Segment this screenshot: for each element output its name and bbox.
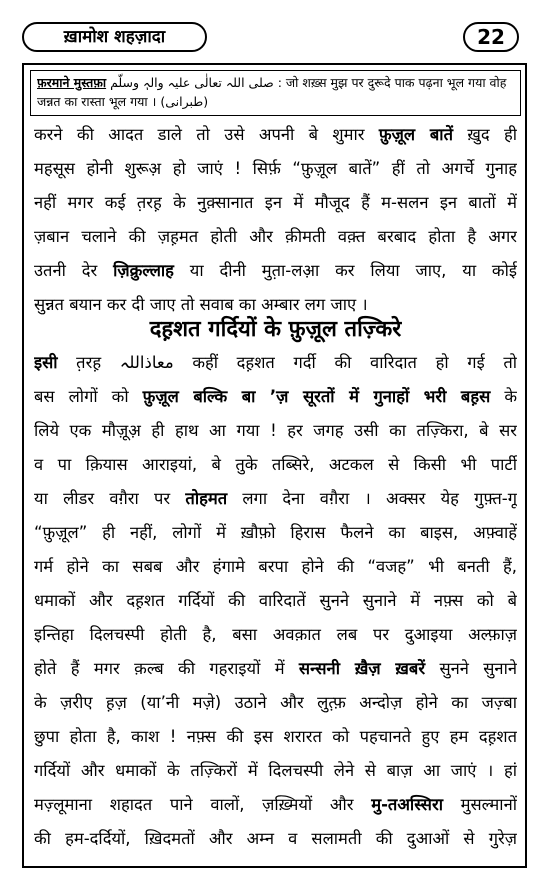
text-line <box>34 380 517 414</box>
text-span: होते हैं मगर क़ल्ब की गहराइयों में <box>34 659 299 678</box>
section-heading: दह़शत गर्दियों के फ़ुज़ूल तज़्किरे <box>149 317 402 342</box>
text-span: ख़ुद ही <box>452 125 517 144</box>
text-span: करने की आदत डाले तो उसे अपनी बे शुमार <box>34 125 379 144</box>
text-line <box>34 254 517 288</box>
text-span: बस लोगों को <box>34 387 143 406</box>
text-line: “फ़ुज़ूल” ही नहीं, लोगों में ख़ौफ़ो हिरास फैलने का बाइस, अफ़्वाहें <box>34 523 517 542</box>
hadith-source: (طبرانی) <box>160 94 209 109</box>
text-line <box>34 788 517 822</box>
text-span: या दीनी मुत़ा-लआ़ कर लिया जाए, या कोई <box>173 261 517 280</box>
hadith-text-2: जन्नत का रास्ता भूल गया । <box>37 94 157 109</box>
bold-text: मु-तअस्सिरा <box>371 795 443 814</box>
text-line <box>34 482 517 516</box>
hadith-text-1: : जो शख़्स मुझ पर दुरूदे पाक पढ़ना भूल गया वोह <box>277 75 507 90</box>
text-span: लगा देना वग़ैरा । अक्सर येह गुफ़्त-गू <box>227 489 517 508</box>
text-span: सुनने सुनाने <box>425 659 517 678</box>
text-span: के <box>490 387 517 406</box>
text-line: नहीं मगर कई त़रह़ के नुक़्सानात इन में मौजूद हैं म-सलन इन बातों में <box>34 193 517 212</box>
hadith-line-2 <box>37 92 514 111</box>
text-line <box>34 652 517 686</box>
bold-text: तोहमत <box>185 489 228 508</box>
text-span: मुसल्मानों <box>442 795 517 814</box>
text-line: व पा क़ियास आराइयां, बे तुके तब्सिरे, अटकल से किसी भी पार्टी <box>34 455 517 474</box>
hadith-box <box>30 70 521 116</box>
paragraph-1 <box>34 118 517 322</box>
text-line: गर्दियों और धमाकों के तज़्किरों में दिलचस्पी लेने से बाज़ आ जाएं । हां <box>34 761 517 780</box>
page-number: 22 <box>463 22 519 52</box>
text-line: लिये एक मौज़ूअ़ ही हाथ आ गया ! हर जगह उसी का तज़्किरा, बे सर <box>34 421 517 440</box>
salutation-arabic: صلی اللہ تعالٰی علیہ والہٖ وسلّم <box>110 75 274 90</box>
text-line <box>34 346 517 380</box>
bold-text: सन्सनी ख़ैज़ ख़बरें <box>298 659 426 678</box>
text-line: की हम-दर्दियों, ख़िदमतों और अम्न व सलामती की दुआओं से गुरेज़ <box>34 829 517 848</box>
text-line: ज़बान चलाने की ज़ह़मत होती और क़ीमती वक़्त बरबाद होता है अगर <box>34 227 517 246</box>
bold-text: फ़ुज़ूल बातें <box>378 125 453 144</box>
hadith-line-1 <box>37 73 514 92</box>
text-line <box>34 118 517 152</box>
text-line: इन्तिहा दिलचस्पी होती है, बसा अवक़ात लब पर दुआइया अल्फ़ाज़ <box>34 625 517 644</box>
text-span: या लीडर वग़ैरा पर <box>34 489 186 508</box>
bold-text: फ़ुज़ूल बल्कि बा ’ज़ सूरतों में गुनाहों भरी बह़स <box>142 387 491 406</box>
text-span: त़रह़ <box>57 353 120 372</box>
text-line: गर्म होने का सबब और हंगामे बरपा होने की “वजह” भी बनती हैं, <box>34 557 517 576</box>
text-span: उतनी देर <box>34 261 114 280</box>
bold-text: ज़िक्रुल्लाह <box>113 261 174 280</box>
text-line: छुपा होता है, काश ! नफ़्स की इस शरारत को पहचानते हुए हम दह़शत <box>34 727 517 746</box>
text-span: कहीं दह़शत गर्दी की वारिदात हो गई तो <box>173 353 517 372</box>
text-line: महसूस होनी शुरूअ़ हो जाएं ! सिर्फ़ “फ़ुज़ूल बातें” हीं तो अगर्चे गुनाह <box>34 159 517 178</box>
text-line: सुन्नत बयान कर दी जाए तो सवाब का अम्बार लग जाए । <box>34 295 368 314</box>
arabic-phrase: معاذاللہ <box>119 353 174 372</box>
text-line: के ज़रीए ह़ज़ (या’नी मज़े) उठाने और लुत़्फ़ अन्दोज़ होने का जज़्बा <box>34 693 517 712</box>
paragraph-2 <box>34 346 517 856</box>
text-line: धमाकों और दह़शत गर्दियों की वारिदातें सुनने सुनाने में नफ़्स को बे <box>34 591 517 610</box>
book-title: ख़ामोश शहज़ादा <box>22 22 207 52</box>
bold-text: इसी <box>34 353 58 372</box>
hadith-heading: फ़रमाने मुस्तफ़ा <box>37 75 107 90</box>
text-span: मज़्लूमाना शहादत पाने वालों, ज़ख़्मियों और <box>34 795 372 814</box>
